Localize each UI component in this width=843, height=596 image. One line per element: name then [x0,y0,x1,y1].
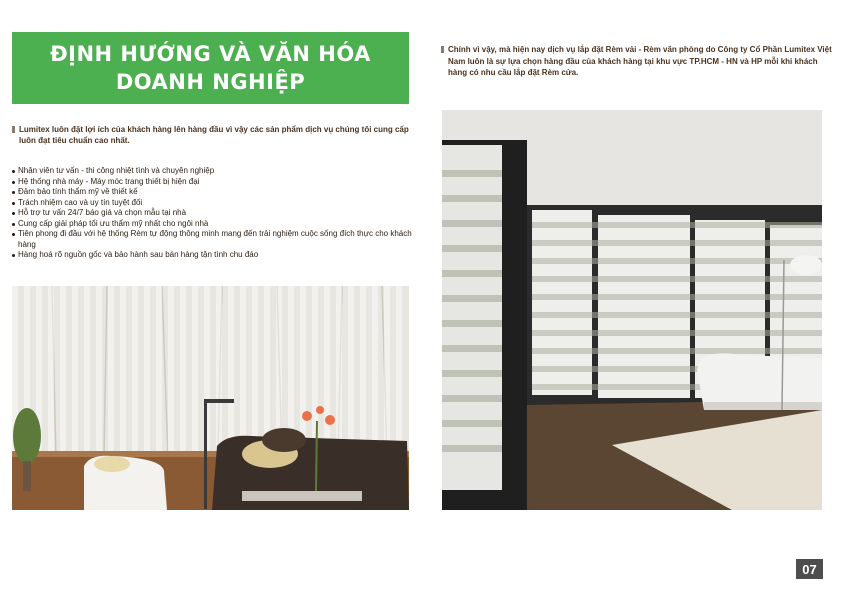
title-banner [12,32,409,104]
list-item: Hàng hoá rõ nguồn gốc và bảo hành sau bán hàng tận tình chu đáo [12,250,412,261]
feature-list [12,166,412,261]
intro-paragraph [12,124,419,146]
list-item: Hỗ trợ tư vấn 24/7 báo giá và chọn mẫu tại nhà [12,208,412,219]
vertical-blinds-photo [12,286,409,510]
page-title-line-1: ĐỊNH HƯỚNG VÀ VĂN HÓA [50,42,371,66]
paragraph-marker-icon [12,126,15,133]
intro-text: Lumitex luôn đặt lợi ích của khách hàng lên hàng đầu vì vậy các sản phẩm dịch vụ chúng tôi cung cấp luôn đạt tiêu chuẩn cao nhất. [19,125,409,145]
list-item: Trách nhiệm cao và uy tín tuyệt đối [12,198,412,209]
paragraph-marker-icon [441,46,444,53]
right-paragraph [441,44,833,79]
list-item: Cung cấp giải pháp tối ưu thẩm mỹ nhất cho ngôi nhà [12,219,412,230]
list-item: Đảm bảo tính thẩm mỹ về thiết kế [12,187,412,198]
page-title-line-2: DOANH NGHIỆP [115,70,306,94]
list-item: Hệ thống nhà máy - Máy móc trang thiết bị hiện đại [12,177,412,188]
zebra-blinds-photo [442,110,822,510]
right-paragraph-text: Chính vì vậy, mà hiện nay dịch vụ lắp đặt Rèm vải - Rèm văn phòng do Công ty Cổ Phần Lumitex Việt Nam luôn là sự lựa chọn hàng đầu của khách hàng tại khu vực TP.HCM - HN và HP mỗi khi khách hàng có nhu cầu lắp đặt Rèm cửa. [448,45,832,77]
list-item: Nhân viên tư vấn - thi công nhiệt tình và chuyên nghiệp [12,166,412,177]
page-number-badge: 07 [796,559,823,579]
list-item: Tiên phong đi đầu với hệ thống Rèm tự động thông minh mang đến trải nghiệm cuộc sống đích thực cho khách hàng [12,229,412,250]
